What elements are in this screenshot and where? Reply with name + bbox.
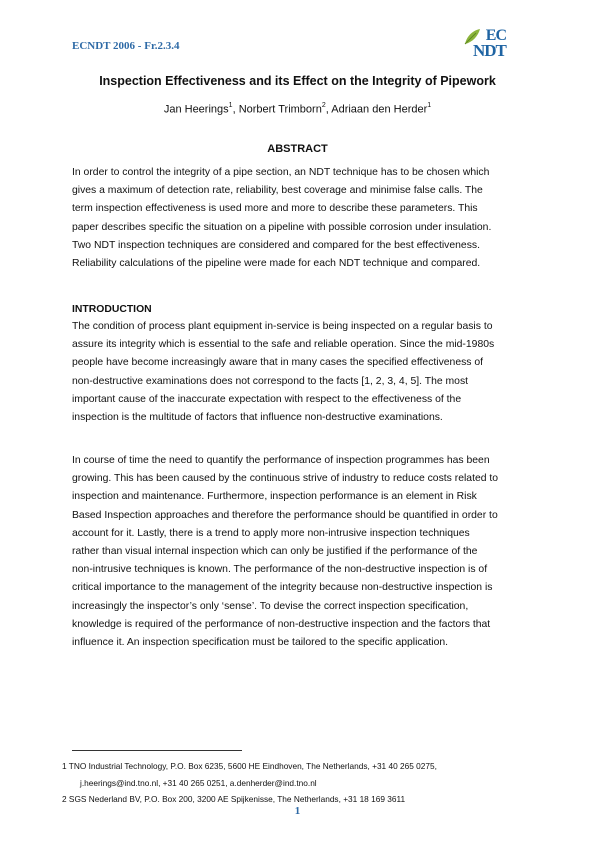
ecndt-logo [462, 27, 520, 61]
text-line: important cause of the inaccurate expectation with respect to the effectiveness of the [72, 393, 462, 405]
text-line: critical importance to the management of the integrity because non-destructive inspection is [72, 582, 493, 594]
page-number: 1 [294, 805, 301, 817]
author-affiliation-mark: 1 [228, 102, 233, 109]
text-line: In order to control the integrity of a pipe section, an NDT technique has to be chosen which [72, 167, 490, 178]
text-line: Two NDT inspection techniques are considered and compared for the best effectiveness. [72, 239, 480, 251]
text-line: account for it. Lastly, there is a trend to apply more non-intrusive inspection techniques [72, 527, 470, 539]
footnotes [62, 758, 542, 808]
text-line: people have become increasingly aware that in many cases the specified effectiveness of [72, 357, 484, 369]
text-line: growing. This has been caused by the continuous strive of industry to reduce costs related to [72, 473, 499, 485]
text-line: inspection and maintenance. Furthermore, inspection performance is an element in Risk [72, 491, 477, 503]
footnote-1: 1 TNO Industrial Technology, P.O. Box 6235, 5600 HE Eindhoven, The Netherlands, +31 40 265 0275, [62, 761, 437, 771]
text-line: non-intrusive techniques is known. The performance of the non-destructive inspection is of [72, 564, 488, 576]
running-head: ECNDT 2006 - Fr.2.3.4 [72, 40, 180, 52]
text-line: knowledge is required of the performance of non-destructive inspection and the factors that [72, 618, 491, 630]
text-line: increasingly the inspector’s only ‘sense’. To devise the correct inspection specification, [72, 600, 469, 612]
text-line: inspection is the multitude of factors that influence non-destructive examinations. [72, 412, 443, 424]
text-line: influence it. An inspection specification must be tailored to the specific application. [72, 637, 449, 649]
text-line: gives a maximum of detection rate, reliability, best coverage and minimise false calls. The [72, 185, 483, 197]
footnote-2: 2 SGS Nederland BV, P.O. Box 200, 3200 AE Spijkenisse, The Netherlands, +31 18 169 3611 [62, 794, 406, 805]
introduction-paragraph-2 [72, 452, 532, 652]
author-name: Norbert Trimborn [238, 103, 322, 116]
author-name: Adriaan den Herder [331, 103, 428, 116]
text-line: Reliability calculations of the pipeline were made for each NDT technique and compared. [72, 258, 481, 270]
author-name: Jan Heerings [163, 103, 229, 116]
text-line: term inspection effectiveness is used more and more to describe these parameters. This [72, 203, 478, 215]
text-line: In course of time the need to quantify the performance of inspection programmes has been [72, 455, 490, 466]
author-separator: , [232, 103, 239, 116]
text-line: non-destructive examinations does not correspond to the facts [1, 2, 3, 4, 5]. The most [72, 375, 469, 387]
author-separator: , [325, 103, 332, 116]
abstract-heading: ABSTRACT [267, 143, 328, 155]
footnote-1-continued: j.heerings@ind.tno.nl, +31 40 265 0251, a.denherder@ind.tno.nl [80, 777, 317, 788]
logo-text-bottom: NDT [473, 41, 506, 60]
introduction-heading: INTRODUCTION [72, 304, 152, 315]
text-line: paper describes specific the situation on a pipeline with possible corrosion under insulation. [72, 221, 492, 233]
text-line: assure its integrity which is essential to the safe and reliable operation. Since the mid-1980s [72, 339, 495, 351]
abstract-paragraph [72, 164, 532, 273]
author-list [40, 100, 555, 117]
paper-title: Inspection Effectiveness and its Effect on the Integrity of Pipework [99, 74, 496, 88]
introduction-paragraph-1 [72, 318, 532, 427]
footnote-divider [72, 750, 242, 751]
text-line: Based Inspection approaches and therefore the performance should be quantified in order to [72, 509, 498, 521]
text-line: rather than visual internal inspection which can only be justified if the performance of the [72, 546, 478, 558]
logo-text-top: EC [485, 27, 506, 44]
author-affiliation-mark: 2 [321, 102, 326, 109]
text-line: The condition of process plant equipment in-service is being inspected on a regular basis to [72, 321, 493, 332]
author-affiliation-mark: 1 [427, 102, 432, 109]
